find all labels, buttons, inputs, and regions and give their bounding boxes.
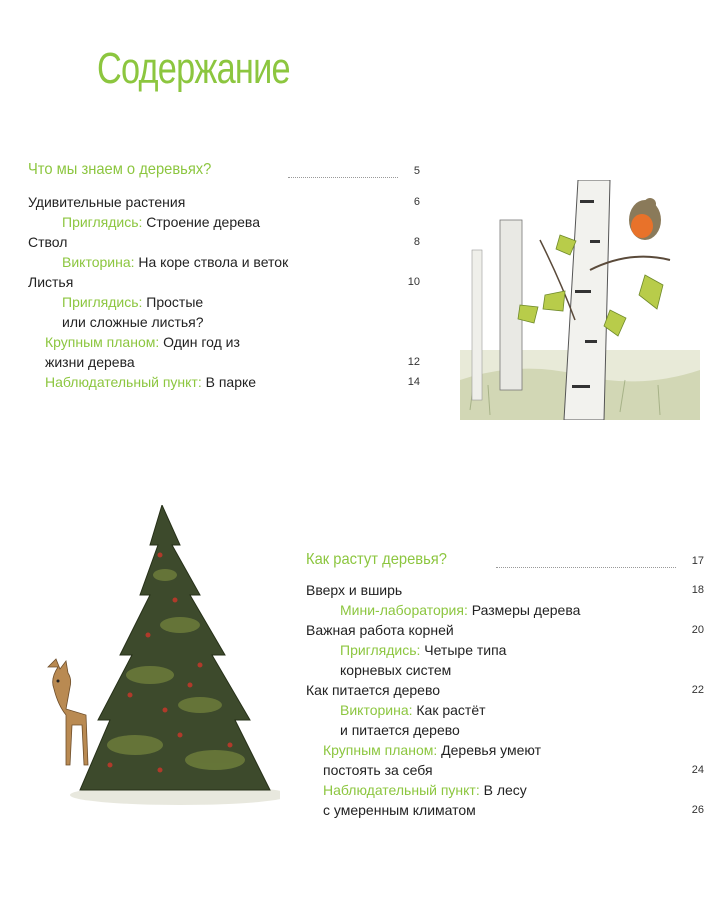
section2-heading[interactable]: Как растут деревья? (306, 551, 447, 568)
toc-subentry-cont[interactable]: корневых систем (340, 662, 452, 678)
section2-heading-page: 17 (691, 555, 704, 567)
toc-subentry[interactable]: Приглядись: Строение дерева (62, 214, 260, 230)
toc-page-number: 18 (691, 584, 704, 596)
birch-with-robin-illustration (460, 180, 700, 420)
toc-subentry[interactable]: Мини-лаборатория: Размеры дерева (340, 602, 581, 618)
leader-dots (496, 567, 676, 568)
toc-page-number: 26 (691, 804, 704, 816)
section1-heading[interactable]: Что мы знаем о деревьях? (28, 161, 212, 178)
toc-page-number: 6 (413, 196, 420, 208)
toc-entry[interactable]: Листья (28, 274, 74, 290)
leader-dots (288, 177, 398, 178)
toc-entry[interactable]: Вверх и вширь (306, 582, 403, 598)
toc-page-number: 14 (407, 376, 420, 388)
toc-subentry-cont[interactable]: с умеренным климатом (323, 802, 476, 818)
toc-page-number: 10 (407, 276, 420, 288)
toc-subentry[interactable]: Крупным планом: Один год из (45, 334, 240, 350)
toc-page-number: 24 (691, 764, 704, 776)
toc-subentry[interactable]: Приглядись: Четыре типа (340, 642, 507, 658)
toc-subentry[interactable]: Наблюдательный пункт: В парке (45, 374, 257, 390)
toc-subentry-cont[interactable]: и питается дерево (340, 722, 460, 738)
toc-page-number: 8 (413, 236, 420, 248)
toc-subentry[interactable]: Наблюдательный пункт: В лесу (323, 782, 527, 798)
toc-entry[interactable]: Важная работа корней (306, 622, 454, 638)
toc-subentry[interactable]: Приглядись: Простые (62, 294, 204, 310)
toc-subentry-cont[interactable]: постоять за себя (323, 762, 433, 778)
toc-page-number: 20 (691, 624, 704, 636)
toc-page-number: 12 (407, 356, 420, 368)
spruce-with-deer-illustration (40, 505, 280, 805)
toc-subentry[interactable]: Викторина: На коре ствола и веток (62, 254, 289, 270)
toc-subentry-cont[interactable]: жизни дерева (45, 354, 135, 370)
toc-subentry[interactable]: Крупным планом: Деревья умеют (323, 742, 542, 758)
toc-entry[interactable]: Как питается дерево (306, 682, 441, 698)
toc-subentry[interactable]: Викторина: Как растёт (340, 702, 486, 718)
toc-entry[interactable]: Ствол (28, 234, 68, 250)
toc-entry[interactable]: Удивительные растения (28, 194, 186, 210)
toc-page-number: 22 (691, 684, 704, 696)
toc-subentry-cont[interactable]: или сложные листья? (62, 314, 204, 330)
section1-heading-page: 5 (413, 165, 420, 177)
page-title: Содержание (97, 44, 290, 93)
